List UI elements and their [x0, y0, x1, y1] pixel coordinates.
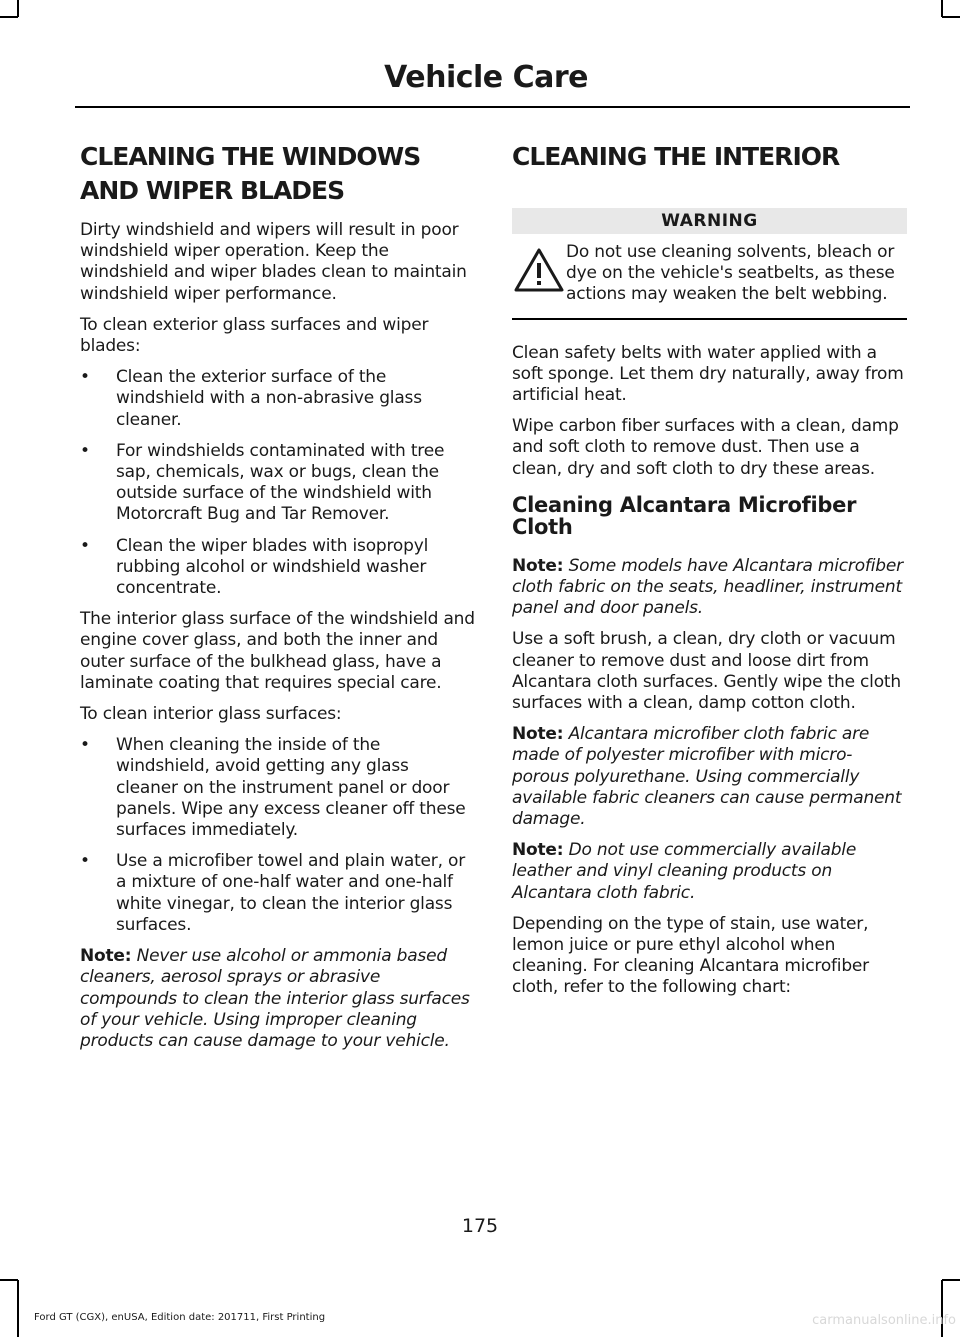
crop-mark [0, 1279, 18, 1281]
note [512, 840, 907, 904]
crop-mark [17, 0, 19, 17]
note [512, 556, 907, 620]
paragraph: Use a soft brush, a clean, dry cloth or vacuum cleaner to remove dust and loose dirt from Alcantara cloth surfaces. Gently wipe the cloth surfaces with a clean, damp cotton cloth. [512, 629, 901, 714]
crop-mark [942, 1279, 960, 1281]
paragraph: Clean safety belts with water applied with a soft sponge. Let them dry naturally, away from artificial heat. [512, 342, 904, 406]
paragraph: To clean exterior glass surfaces and wiper blades: [80, 314, 429, 357]
note-label: Note: [80, 946, 132, 967]
note [80, 946, 475, 1052]
page-number: 175 [461, 1215, 499, 1237]
bullet-list-interior [80, 735, 475, 936]
paragraph: Wipe carbon fiber surfaces with a clean, damp and soft cloth to remove dust. Then use a clean, dry and soft cloth to dry these areas. [512, 416, 899, 479]
paragraph: Dirty windshield and wipers will result in poor windshield wiper operation. Keep the windshield and wiper blades clean to maintain windshield wiper performance. [80, 220, 467, 304]
list-item: • Use a microfiber towel and plain water, or a mixture of one-half water and one-half white vinegar, to clean the interior glass surfaces. [80, 851, 475, 936]
list-item: • Clean the wiper blades with isopropyl rubbing alcohol or windshield washer concentrate. [80, 536, 475, 600]
warning-title: WARNING [512, 208, 907, 234]
footer-edition: Ford GT (CGX), enUSA, Edition date: 201711, First Printing [34, 1312, 326, 1323]
paragraph: To clean interior glass surfaces: [80, 704, 342, 725]
watermark: carmanualsonline.info [812, 1313, 956, 1328]
section-heading-windows: CLEANING THE WINDOWS AND WIPER BLADES [80, 142, 421, 205]
crop-mark [942, 16, 960, 18]
list-item: • Clean the exterior surface of the windshield with a non-abrasive glass cleaner. [80, 367, 475, 431]
bullet-list-exterior [80, 367, 475, 599]
left-column [80, 140, 475, 1062]
note-text: Alcantara microfiber cloth fabric are made of polyester microfiber with micro-porous polyurethane. Using commercially available fabric cleaners can cause permanent damage. [512, 724, 902, 830]
section-heading-interior: CLEANING THE INTERIOR [512, 142, 840, 171]
crop-mark [17, 1280, 19, 1337]
warning-box [512, 234, 907, 320]
subheading-alcantara: Cleaning Alcantara Microfiber Cloth [512, 492, 857, 539]
note-label: Note: [512, 555, 564, 576]
paragraph: The interior glass surface of the windshield and engine cover glass, and both the inner and outer surface of the bulkhead glass, have a laminate coating that requires special care. [80, 609, 475, 693]
right-column [512, 140, 907, 1009]
note-text: Never use alcohol or ammonia based cleaners, aerosol sprays or abrasive compounds to clean the interior glass surfaces of your vehicle. Using improper cleaning products can cause damage to your vehicle. [80, 946, 470, 1051]
crop-mark [0, 16, 18, 18]
page-header-title: Vehicle Care [384, 60, 588, 95]
crop-mark [941, 1280, 943, 1337]
note [512, 724, 907, 830]
note-text: Do not use commercially available leather and vinyl cleaning products on Alcantara cloth fabric. [512, 840, 857, 903]
warning-triangle-icon [512, 246, 566, 294]
note-label: Note: [512, 724, 564, 745]
note-text: Some models have Alcantara microfiber cloth fabric on the seats, headliner, instrument panel and door panels. [512, 555, 903, 619]
warning-text: Do not use cleaning solvents, bleach or dye on the vehicle's seatbelts, as these actions may weaken the belt webbing. [566, 242, 895, 305]
note-label: Note: [512, 840, 564, 861]
list-item: • When cleaning the inside of the windshield, avoid getting any glass cleaner on the instrument panel or door panels. Wipe any excess cleaner off these surfaces immediately. [80, 735, 475, 841]
paragraph: Depending on the type of stain, use water, lemon juice or pure ethyl alcohol when cleaning. For cleaning Alcantara microfiber cloth, refer to the following chart: [512, 913, 869, 998]
crop-mark [941, 0, 943, 17]
header-divider [75, 106, 910, 108]
list-item: • For windshields contaminated with tree sap, chemicals, wax or bugs, clean the outside surface of the windshield with Motorcraft Bug and Tar Remover. [80, 441, 475, 526]
